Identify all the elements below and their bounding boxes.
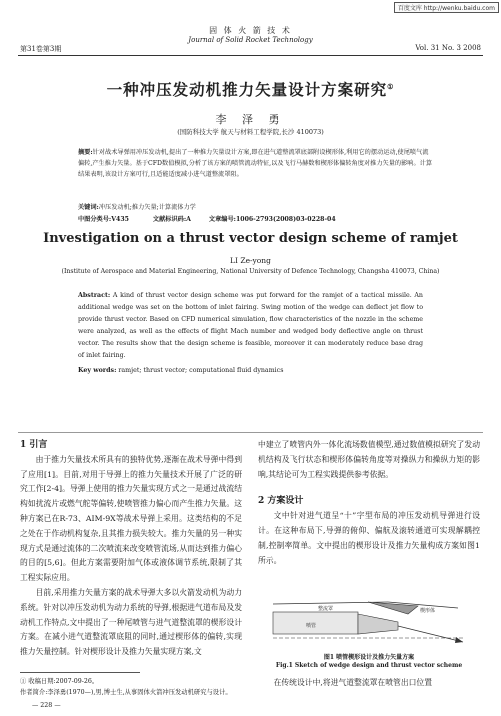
abstract-en-text: A kind of thrust vector design scheme was put forward for the ramjet of a tactical missile. An additional wedge was set on the bottom of inlet fairing. Swing motion of the wedge can deflect jet flow to provide thrust vector. Based on CFD numerical simulation, flow characteristics of the nozzle in the scheme were analyzed, as well as the effects of flight Mach number and wedged body deflective angle on thrust vector. The results show that the design scheme is feasible, moreover it can moderately reduce base drag of inlet fairing.: [78, 292, 423, 359]
volume-right: Vol. 31 No. 3 2008: [415, 44, 481, 52]
header-rule: [18, 55, 483, 56]
received-date: ① 收稿日期:2007-09-26。: [20, 678, 99, 685]
watermark-badge: 百度文库 http://wenku.baidu.com: [394, 2, 499, 13]
author-bio: 作者简介:李泽勇(1970—),男,博士生,从事固体火箭冲压发动机研究与设计。: [20, 689, 232, 696]
right-para-top: 中建立了喷管内外一体化流场数值模型,通过数值模拟研究了发动机结构及飞行状态和楔形体偏转角度等对操纵力和操纵力矩的影响,其结论可为工程实践提供参考依据。: [258, 440, 480, 479]
affiliation-en: (Institute of Aerospace and Material Engineering, National University of Defence Technology, Changsha 410073, China): [61, 268, 440, 275]
figure-1-sketch: [258, 598, 480, 648]
doc-code: 文献标识码:A: [152, 216, 191, 223]
section-1-para-2: 目前,采用推力矢量方案的战术导弹大多以火箭发动机为动力系统。针对以冲压发动机为动力系统的导弹,根据进气道布局及发动机工作特点,文中提出了一种尾喷管与进气道整流罩的楔形设计方案。在减小进气道整流罩底阻的同时,通过楔形体的偏转,实现推力矢量控制。针对楔形设计及推力矢量实现方案,文: [20, 587, 242, 657]
abstract-cn-meta: [78, 202, 433, 223]
article-number: 文章编号:1006-2793(2008)03-0228-04: [208, 216, 336, 223]
fig-label-wedge: 楔形体: [420, 608, 436, 614]
paper-title-en: Investigation on a thrust vector design scheme of ramjet: [43, 231, 458, 246]
footnote-rule: [20, 672, 140, 673]
figure-1-caption-en: Fig.1 Sketch of wedge design and thrust vector scheme: [275, 662, 463, 669]
page-number: — 228 —: [32, 702, 61, 709]
footnote: [20, 676, 250, 698]
keywords-cn: 冲压发动机;推力矢量;计算流体力学: [98, 204, 196, 211]
thrust-arrow: [398, 626, 463, 642]
left-column: [20, 438, 242, 660]
volume-left: 第31卷第3期: [20, 45, 62, 53]
title-footnote-mark: ①: [387, 81, 395, 91]
abstract-cn-label: 摘要:: [78, 149, 93, 156]
section-1-heading: 1 引言: [20, 440, 48, 450]
journal-name-cn: 固 体 火 箭 技 术: [209, 26, 292, 35]
author-cn: 李 泽 勇: [215, 113, 286, 126]
abstract-cn-text: 针对战术导弹用冲压发动机,提出了一种推力矢量设计方案,即在进气道整流罩底部附设楔形体,利用它的摆动运动,使尾喷气流偏转,产生推力矢量。基于CFD数值模拟,分析了该方案的喷管流动特征,以及飞行马赫数和楔形体偏转角度对推力矢量的影响。计算结果表明,该设计方案可行,且适能适度减小进气道整流罩阻。: [78, 149, 433, 178]
section-1-para-1: 由于推力矢量技术所具有的独特优势,逐渐在战术导弹中得到了应用[1]。目前,对用于导弹上的推力矢量技术开展了广泛的研究工作[2-4]。导弹上使用的推力矢量实现方式之一是通过战流结构如扰流片或燃气舵等偏转,使喷管推力偏心而产生推力矢量。这种方案已在R-73、AIM-9X等战术导弹上采用。这类结构的不足之处在于作动机构复杂,且其推力损失较大。推力矢量的另一种实现方式是通过流体的二次喷流来改变喷管流场,从而达到推力偏心的目的[5,6]。但此方案需要附加气体或液体调节系统,限制了其工程实际应用。: [20, 454, 242, 583]
section-2-heading: 2 方案设计: [258, 496, 304, 507]
fig-label-nozzle: 喷管: [306, 623, 317, 629]
right-column-top: [258, 438, 480, 568]
abstract-cn: [78, 147, 433, 180]
clc-number: 中图分类号:V435: [78, 216, 129, 223]
paper-title-cn: 一种冲压发动机推力矢量设计方案研究①: [106, 80, 395, 99]
keywords-en-label: Key words:: [78, 367, 117, 374]
nozzle-shape: [358, 614, 398, 634]
journal-name-en: Journal of Solid Rocket Technology: [188, 36, 313, 44]
section-2-para: 文中针对进气道呈“十”字型布局的冲压发动机导弹进行设计。在这种布局下,导弹的俯仰、偏航及滚转通道可实现解耦控制,控制率简单。文中提出的楔形设计及推力矢量构成方案如图1所示。: [258, 511, 480, 565]
right-para-bottom: 在传统设计中,将进气道整流罩在喷管出口位置: [273, 678, 433, 687]
fig-label-fairing: 整流罩: [318, 606, 334, 612]
author-en: LI Ze-yong: [230, 256, 271, 265]
keywords-cn-label: 关键词:: [78, 204, 99, 211]
figure-1-caption-cn: 图1 喷管楔形设计及推力矢量方案: [323, 654, 415, 661]
abstract-en: [78, 290, 423, 377]
figure-1: [258, 598, 480, 648]
affiliation-cn: (国防科技大学 航天与材料工程学院,长沙 410073): [177, 128, 324, 136]
abstract-rule: [18, 432, 483, 433]
keywords-en: ramjet; thrust vector; computational fluid dynamics: [118, 367, 284, 374]
abstract-en-label: Abstract:: [78, 292, 111, 299]
